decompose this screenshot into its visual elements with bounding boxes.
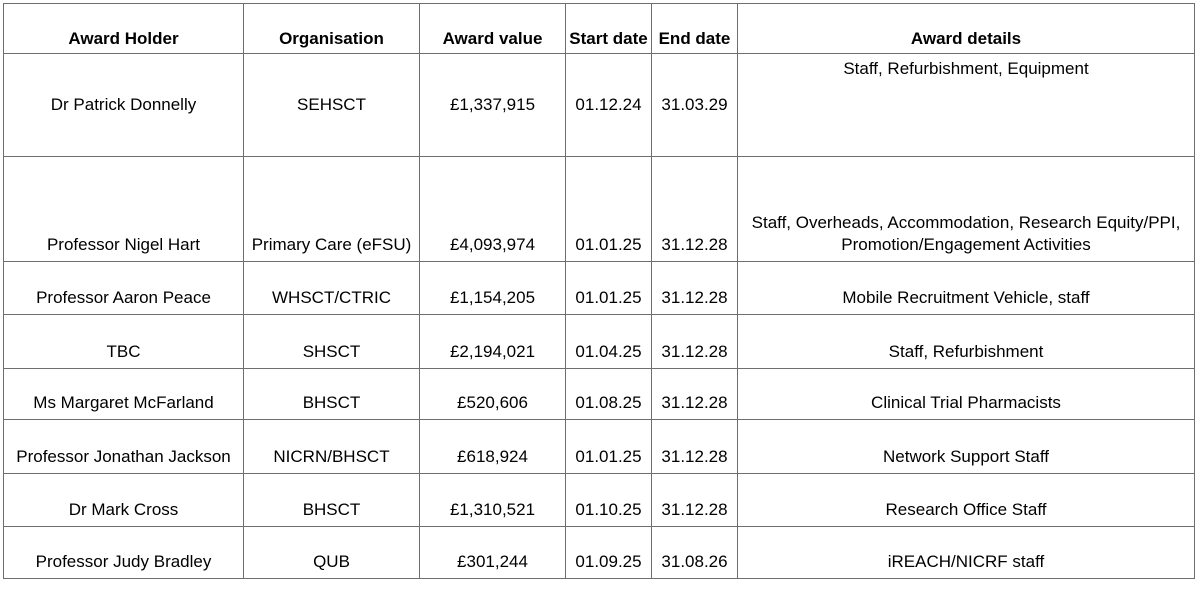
cell-award-holder: Ms Margaret McFarland xyxy=(4,369,244,420)
cell-end-date: 31.03.29 xyxy=(652,54,738,157)
cell-start-date: 01.01.25 xyxy=(566,420,652,474)
cell-organisation: QUB xyxy=(244,527,420,579)
cell-end-date: 31.12.28 xyxy=(652,420,738,474)
header-row xyxy=(4,4,1195,54)
cell-end-date: 31.12.28 xyxy=(652,474,738,527)
table-row xyxy=(4,474,1195,527)
cell-award-holder: Professor Judy Bradley xyxy=(4,527,244,579)
table-row xyxy=(4,315,1195,369)
table-row xyxy=(4,420,1195,474)
cell-award-value: £1,337,915 xyxy=(420,54,566,157)
cell-award-value: £301,244 xyxy=(420,527,566,579)
cell-award-details: Network Support Staff xyxy=(738,420,1195,474)
table-row xyxy=(4,527,1195,579)
table-row xyxy=(4,54,1195,157)
column-header-award-holder: Award Holder xyxy=(4,4,244,54)
cell-award-value: £618,924 xyxy=(420,420,566,474)
cell-award-value: £1,154,205 xyxy=(420,262,566,315)
cell-award-details: Staff, Refurbishment xyxy=(738,315,1195,369)
cell-end-date: 31.12.28 xyxy=(652,315,738,369)
cell-award-details: Clinical Trial Pharmacists xyxy=(738,369,1195,420)
cell-end-date: 31.12.28 xyxy=(652,157,738,262)
cell-award-holder: TBC xyxy=(4,315,244,369)
cell-organisation: Primary Care (eFSU) xyxy=(244,157,420,262)
cell-award-details: iREACH/NICRF staff xyxy=(738,527,1195,579)
cell-award-holder: Dr Patrick Donnelly xyxy=(4,54,244,157)
cell-organisation: NICRN/BHSCT xyxy=(244,420,420,474)
cell-start-date: 01.08.25 xyxy=(566,369,652,420)
cell-start-date: 01.01.25 xyxy=(566,157,652,262)
cell-organisation: SEHSCT xyxy=(244,54,420,157)
cell-award-value: £1,310,521 xyxy=(420,474,566,527)
column-header-award-details: Award details xyxy=(738,4,1195,54)
table-body xyxy=(4,54,1195,579)
column-header-award-value: Award value xyxy=(420,4,566,54)
cell-award-details: Staff, Refurbishment, Equipment xyxy=(738,54,1195,157)
awards-table xyxy=(3,3,1195,579)
cell-organisation: WHSCT/CTRIC xyxy=(244,262,420,315)
cell-organisation: BHSCT xyxy=(244,474,420,527)
cell-award-details: Research Office Staff xyxy=(738,474,1195,527)
cell-start-date: 01.01.25 xyxy=(566,262,652,315)
cell-end-date: 31.08.26 xyxy=(652,527,738,579)
cell-start-date: 01.10.25 xyxy=(566,474,652,527)
column-header-organisation: Organisation xyxy=(244,4,420,54)
cell-award-details: Staff, Overheads, Accommodation, Research Equity/PPI, Promotion/Engagement Activities xyxy=(738,157,1195,262)
cell-award-holder: Professor Aaron Peace xyxy=(4,262,244,315)
cell-start-date: 01.04.25 xyxy=(566,315,652,369)
cell-end-date: 31.12.28 xyxy=(652,369,738,420)
cell-award-holder: Professor Nigel Hart xyxy=(4,157,244,262)
column-header-start-date: Start date xyxy=(566,4,652,54)
cell-start-date: 01.12.24 xyxy=(566,54,652,157)
cell-award-holder: Professor Jonathan Jackson xyxy=(4,420,244,474)
document-page xyxy=(3,3,1195,579)
table-row xyxy=(4,262,1195,315)
cell-award-value: £2,194,021 xyxy=(420,315,566,369)
cell-award-details: Mobile Recruitment Vehicle, staff xyxy=(738,262,1195,315)
table-row xyxy=(4,369,1195,420)
cell-end-date: 31.12.28 xyxy=(652,262,738,315)
cell-organisation: BHSCT xyxy=(244,369,420,420)
cell-start-date: 01.09.25 xyxy=(566,527,652,579)
cell-organisation: SHSCT xyxy=(244,315,420,369)
column-header-end-date: End date xyxy=(652,4,738,54)
cell-award-holder: Dr Mark Cross xyxy=(4,474,244,527)
table-row xyxy=(4,157,1195,262)
cell-award-value: £520,606 xyxy=(420,369,566,420)
cell-award-value: £4,093,974 xyxy=(420,157,566,262)
